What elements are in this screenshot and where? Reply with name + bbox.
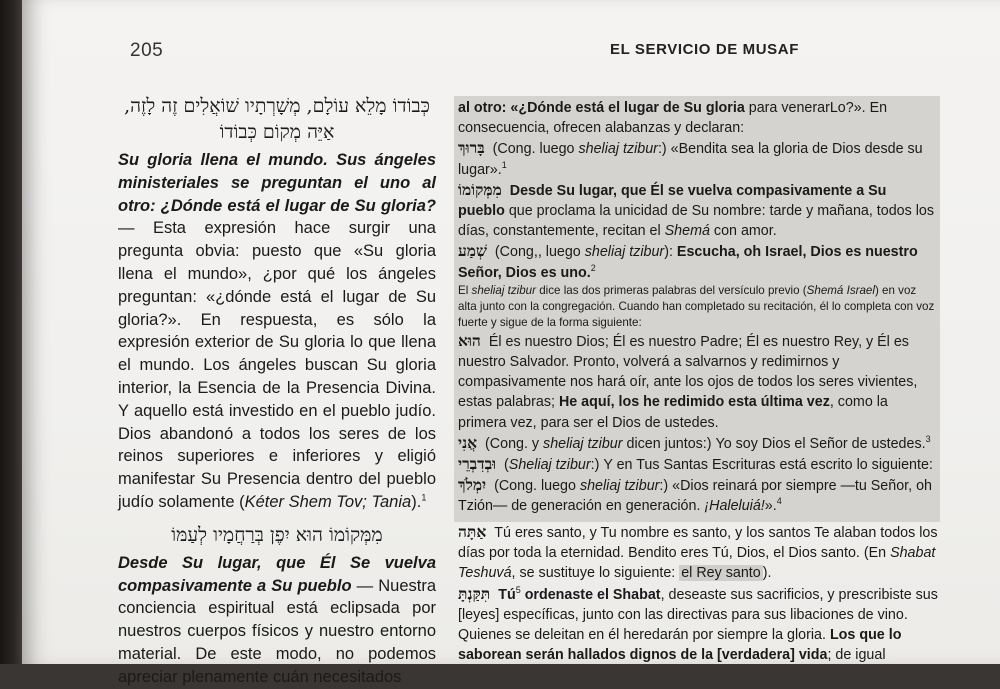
hebrew-word-uvdivrei: וּבְדִבְרֵי <box>458 454 497 474</box>
baruch-role: sheliaj tzibur <box>578 141 658 158</box>
commentary-paragraph-1 <box>118 149 436 514</box>
commentary-1-source: Kéter Shem Tov; Tania <box>244 492 412 511</box>
yimloch-end: ». <box>764 498 777 515</box>
baruch-pre: (Cong. luego <box>488 141 579 158</box>
hebrew-word-mimkomo: מִמְּקוֹמוֹ <box>458 179 502 199</box>
yimloch-line <box>458 475 936 516</box>
tikanta-bold-3: Los que lo saborean serán hallados dignos de la [verdadera] vida <box>458 627 902 664</box>
kedushah-conclusion <box>458 522 938 665</box>
hebrew-word-ani: אֲנִי <box>458 432 478 452</box>
note-a: El <box>458 283 472 297</box>
hebrew-word-hu: הוּא <box>458 330 481 350</box>
baruch-line <box>458 138 936 179</box>
footnote-ref-3: 3 <box>925 434 931 445</box>
commentary-1-end: ). <box>411 492 422 511</box>
ani-text: dicen juntos:) Yo soy Dios el Señor de ustedes. <box>622 435 926 452</box>
uvdivrei-text: :) Y en Tus Santas Escrituras está escrito lo siguiente: <box>590 457 933 474</box>
tikanta-line <box>458 584 938 666</box>
uvdivrei-role: Sheliaj tzibur <box>508 457 591 474</box>
note-italic-2: Shemá Israel <box>806 283 875 297</box>
note-b: dice las dos primeras palabras del versículo previo ( <box>535 283 807 297</box>
yimloch-text: :) «Dios reinará por siempre —tu Señor, oh Tzión— de generación en generación. <box>458 478 932 515</box>
instruction-note <box>458 283 936 331</box>
mimkomo-italic: Shemá <box>664 223 710 240</box>
atah-line <box>458 522 938 584</box>
highlighted-phrase: el Rey santo <box>681 565 761 582</box>
uvdivrei-pre: ( <box>500 457 509 474</box>
atah-end: ). <box>762 565 772 582</box>
footnote-ref-5: 5 <box>515 584 521 595</box>
kedushah-intro-text: para venerarLo?». En consecuencia, ofrecen alabanzas y declaran: <box>458 100 888 137</box>
kedushah-intro-bold: al otro: «¿Dónde está el lugar de Su gloria <box>458 100 745 116</box>
shema-mid: ): <box>664 244 677 261</box>
ani-pre: (Cong. y <box>481 435 544 452</box>
atah-italic: Shabat Teshuvá <box>458 545 936 582</box>
footnote-ref-2: 2 <box>590 262 596 273</box>
kedushah-intro <box>458 98 936 138</box>
hebrew-word-shema: שְׁמַע <box>458 241 487 261</box>
book-page <box>22 0 1000 686</box>
yimloch-haleluia: ¡Haleluiá! <box>704 498 765 515</box>
commentary-2-lemma: Desde Su lugar, que Él Se vuelva compasivamente a Su pueblo <box>118 553 436 595</box>
prayer-text-column <box>458 96 938 665</box>
tikanta-text: , deseaste sus sacrificios, y prescribiste sus [leyes] específicas, junto con las directivas para sus libaciones de vino. Quienes se deleitan en él heredarán por siempre la gloria. <box>458 586 938 644</box>
baruch-text: :) «Bendita sea la gloria de Dios desde su lugar». <box>458 141 923 178</box>
hu-line <box>458 331 936 433</box>
uvdivrei-line <box>458 454 936 475</box>
footnote-ref-4: 4 <box>776 496 782 507</box>
mimkomo-end: con amor. <box>709 223 777 240</box>
hebrew-verse-kevodo: כְּבוֹדוֹ מָלֵא עוֹלָם, מְשָׁרְתָיו שׁוֹאֲלִים זֶה לָזֶה, אַיֵּה מְקוֹם כְּבוֹדוֹ <box>124 95 430 143</box>
hebrew-word-tikanta: תִּקַּנְתָּ <box>458 583 491 603</box>
mimkomo-text: que proclama la unicidad de Su nombre: tarde y mañana, todos los días, constantemente, recitan el <box>458 203 935 240</box>
ani-role: sheliaj tzibur <box>543 435 623 452</box>
tikanta-end: ; de igual <box>827 647 886 664</box>
shema-role: sheliaj tzibur <box>584 244 665 261</box>
note-italic-1: sheliaj tzibur <box>471 283 536 297</box>
note-c: ) en voz alta junto con la congregación. Cuando han completado su recitación, él lo completa con voz fuerte y sigue de la forma siguiente: <box>458 283 935 329</box>
footnote-ref-1b: 1 <box>501 159 507 170</box>
hu-text: Él es nuestro Dios; Él es nuestro Padre; Él es nuestro Rey, y Él es nuestro Salvador. Pronto, volverá a salvarnos y redimirnos y compasivamente nos hará oír, ante los ojos de todos los seres vivientes, estas palabras; <box>458 333 918 411</box>
ani-line <box>458 433 936 454</box>
hu-end: , como la primera vez, para ser el Dios de ustedes. <box>458 394 888 431</box>
commentary-1-body: — Esta expresión hace surgir una pregunta obvia: puesto que «Su gloria llena el mundo», ¿por qué los ángeles preguntan: «¿dónde está el lugar de Su gloria?». En respuesta, es sólo la expresión exterior de Su gloria lo que llena el mundo. Los ángeles buscan Su gloria interior, la Esencia de la Presencia Divina. Y aquello está investido en el pueblo judío. Dios abandonó a todos los seres de los reinos superiores e inferiores y eligió manifestar Su Presencia dentro del pueblo judío solamente ( <box>118 219 436 511</box>
page-number: 205 <box>130 40 164 61</box>
yimloch-role: sheliaj tzibur <box>579 478 660 495</box>
commentary-2-body: — Nuestra conciencia espiritual está eclipsada por nuestros cuerpos físicos y nuestro entorno material. De este modo, no podemos apreciar plenamente cuán necesitados <box>118 576 436 686</box>
hebrew-word-yimloch: יִמְלֹךְ <box>458 475 487 495</box>
yimloch-pre: (Cong. luego <box>490 478 580 495</box>
commentary-1-lemma: Su gloria llena el mundo. Sus ángeles ministeriales se preguntan el uno al otro: ¿Dónde está el lugar de Su gloria? <box>118 151 436 215</box>
mimkomo-bold: Desde Su lugar, que Él se vuelva compasivamente a Su pueblo <box>458 182 887 220</box>
hu-bold: He aquí, los he redimido esta última vez <box>558 394 830 411</box>
footnote-ref-1: 1 <box>421 492 427 503</box>
shema-line <box>458 241 936 282</box>
kedushah-shaded-box <box>454 96 940 522</box>
hebrew-word-atah: אַתָּה <box>458 522 487 541</box>
shema-pre: (Cong,, luego <box>490 244 585 261</box>
hebrew-verse-mimkomo: מִמְּקוֹמוֹ הוּא יִפֶן בְּרַחֲמָיו לְעַמּוֹ <box>171 523 383 546</box>
atah-text: Tú eres santo, y Tu nombre es santo, y los santos Te alaban todos los días por toda la eternidad. Bendito eres Tú, Dios, el Dios santo. (En <box>458 525 938 562</box>
hebrew-word-baruch: בָּרוּךְ <box>458 138 485 158</box>
tikanta-bold-2: ordenaste el Shabat <box>520 586 661 603</box>
mimkomo-line <box>458 180 936 242</box>
commentary-paragraph-2 <box>118 552 436 689</box>
tikanta-bold-1: Tú <box>494 586 516 603</box>
running-title: EL SERVICIO DE MUSAF <box>610 41 799 58</box>
atah-mid: , se sustituye lo siguiente: <box>511 565 680 582</box>
commentary-column <box>118 93 436 689</box>
shema-bold: Escucha, oh Israel, Dios es nuestro Señor, Dios es uno. <box>458 244 918 281</box>
